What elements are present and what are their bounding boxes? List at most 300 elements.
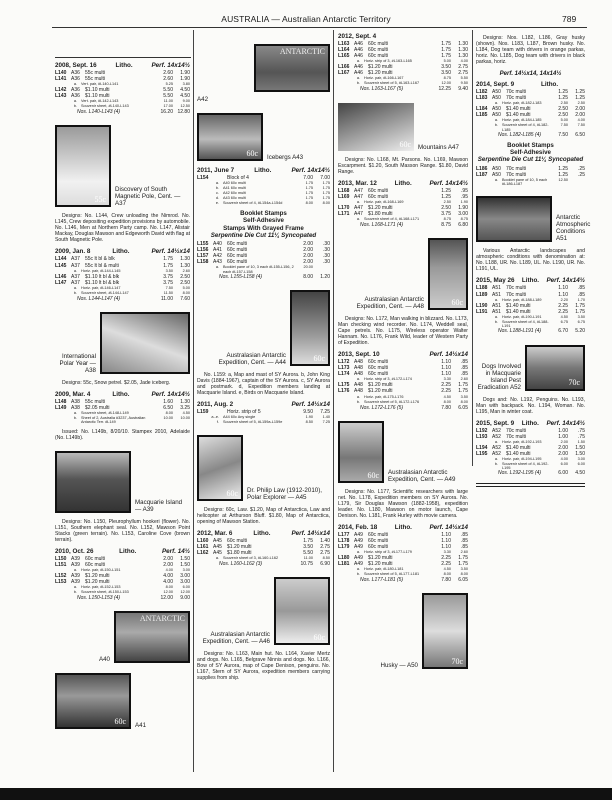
printing-method: Litho. xyxy=(115,62,133,69)
design-notes: Designs: No. L163, Main hut. No. L164, Xavier Mertz and dogs. No. L165, Belgrave Ninnis and dogs. No. L166, Bow of SY Aurora, map of Cape Denison, penguins. No. L167, Stern of SY Aurora, expedition members carrying supplies from ship. xyxy=(197,651,330,682)
design-number: A46 xyxy=(354,70,363,77)
printing-method: Litho. xyxy=(541,81,559,88)
design-number: A51 xyxy=(492,308,501,315)
issue-heading xyxy=(197,530,330,538)
used-value: .85 xyxy=(461,371,468,378)
description: 60c multi xyxy=(227,538,248,545)
design-number: A46 xyxy=(354,41,363,47)
variety-letter: a. xyxy=(73,411,77,416)
issue-listing xyxy=(197,241,330,280)
mint-value: 8.00 xyxy=(443,399,451,404)
variety-letter: b. xyxy=(494,319,498,324)
issue-heading xyxy=(55,391,190,399)
used-value: 1.75 xyxy=(575,302,585,309)
catalog-number: L155 xyxy=(197,240,209,247)
illustration-caption: Discovery of South Magnetic Pole, Cent. — A37 xyxy=(115,186,181,208)
description: Nos. L168-L171 (4) xyxy=(360,221,404,228)
issue-heading xyxy=(338,351,468,359)
stamp-illustration xyxy=(55,673,190,729)
mint-value: 2.00 xyxy=(303,259,313,266)
design-number: A36 xyxy=(71,70,80,76)
description: 60c multi xyxy=(368,543,389,550)
catalog-number: L161 xyxy=(197,544,209,551)
page-number: 789 xyxy=(562,14,577,24)
issue-date: 2012, Sept. 4 xyxy=(338,33,377,40)
catalog-number: L177 xyxy=(338,531,350,538)
mint-value: 4.00 xyxy=(165,567,173,572)
stamp-illustration xyxy=(476,196,591,243)
catalog-number: L141 xyxy=(55,76,67,83)
description: Nos. L172-L176 (5) xyxy=(360,404,404,411)
catalog-number: L169 xyxy=(338,193,350,200)
catalog-number: L179 xyxy=(338,543,350,550)
mint-value: 10.00 xyxy=(163,416,173,421)
catalog-number: L191 xyxy=(476,308,488,315)
stamp-denomination: 60c xyxy=(367,470,379,480)
design-number: A49 xyxy=(354,537,363,544)
illustration-caption: Macquarie Island — A39 xyxy=(135,498,183,513)
variety-letter: a. xyxy=(73,82,77,87)
design-notes: Various Antarctic landscapes and atmospheric conditions with denomination at: No. L188, UR. No. L189, UL. No. L190, UR. No. L191, UL. xyxy=(476,248,585,273)
catalog-number: L163 xyxy=(338,41,350,47)
used-value: 9.50 xyxy=(460,81,468,86)
mint-value: 5.50 xyxy=(163,93,173,100)
stamp-image xyxy=(55,125,111,207)
mint-value: 2.00 xyxy=(303,247,313,253)
catalog-number: L149 xyxy=(55,405,67,412)
mint-value: 17.00 xyxy=(163,104,173,109)
section-subheading: Booklet Stamps xyxy=(507,142,554,150)
design-number: A37 xyxy=(71,256,80,263)
variety-letter: b. xyxy=(494,123,498,128)
design-notes: Designs: No. L168, Mt. Parsons. No. L169, Mawson Escarpment. $1.20, South Masson Range. $1.80, David Range. xyxy=(338,156,468,175)
description: 70c multi xyxy=(506,427,527,434)
stamp-image xyxy=(254,44,330,92)
description: Nos. L140-L143 (4) xyxy=(77,109,121,116)
issue-heading xyxy=(476,81,585,89)
total-row xyxy=(476,470,585,476)
mint-value: 1.10 xyxy=(441,543,451,550)
description: $1.20 multi xyxy=(368,388,393,395)
sub-variety-row xyxy=(55,416,190,425)
issue-date: 2014, Feb. 18 xyxy=(338,523,378,531)
issue-heading xyxy=(476,420,585,428)
mint-value: 7.50 xyxy=(165,285,173,290)
used-value: .85 xyxy=(578,285,585,292)
issue-date: 2015, May 26 xyxy=(476,277,515,285)
used-value: 5.50 xyxy=(460,76,468,81)
description: Horiz. pair, #L188-L189 xyxy=(502,297,542,302)
description: $1.20 multi xyxy=(368,204,393,211)
design-number: A38 xyxy=(71,398,80,405)
used-value: 2.75 xyxy=(458,70,468,77)
mint-value: 6.00 xyxy=(560,461,568,466)
description: Horiz. strip of 5 xyxy=(227,408,261,415)
used-value: .75 xyxy=(578,427,585,434)
description: 70c multi xyxy=(506,291,527,298)
used-value: 8.00 xyxy=(182,290,190,295)
catalog-number: L188 xyxy=(476,285,488,292)
mint-value: 3.75 xyxy=(441,210,451,217)
used-value: 1.30 xyxy=(458,41,468,47)
mint-value: 2.00 xyxy=(303,240,313,247)
used-value: 4.50 xyxy=(182,411,190,416)
used-value: 1.25 xyxy=(575,89,585,95)
mint-value: 1.75 xyxy=(163,256,173,263)
mint-value: 1.75 xyxy=(305,196,313,201)
design-number: A36 xyxy=(71,93,80,100)
used-value xyxy=(568,178,585,187)
mint-value: 11.00 xyxy=(303,556,313,561)
mint-value: 6.75 xyxy=(560,319,568,324)
used-value: 1.75 xyxy=(322,191,330,196)
design-number: A52 xyxy=(492,444,501,451)
stamp-image xyxy=(100,312,190,374)
issue-date: 2013, Sept. 10 xyxy=(338,351,380,359)
used-value: .75 xyxy=(578,433,585,440)
printing-method: Litho. xyxy=(254,167,272,174)
variety-letter: a. xyxy=(215,556,219,561)
design-number: A46 xyxy=(354,53,363,60)
stamp-denomination: 60c xyxy=(399,140,411,150)
stamp-denomination: 60c xyxy=(451,297,463,307)
mint-value: 4.00 xyxy=(163,579,173,585)
catalog-number: L148 xyxy=(55,398,67,405)
stamp-denomination: 70c xyxy=(451,657,463,667)
catalog-number: L193 xyxy=(476,433,488,440)
description: $1.20 multi xyxy=(368,560,393,567)
design-notes: Issued: No. L149b, 8/20/10. Stampex 2010, Adelaide (No. L149b). xyxy=(55,428,190,441)
mint-value: 5.50 xyxy=(303,550,313,557)
printing-method: Litho. xyxy=(253,530,271,538)
column-3 xyxy=(338,31,468,675)
perforation: Perf. 14x14½ xyxy=(546,277,585,285)
mint-value: 1.25 xyxy=(441,187,451,194)
issue-date: 2011, Aug. 2 xyxy=(197,400,234,408)
description: A42 60c multi xyxy=(223,191,247,196)
illustration-caption: Husky — A50 xyxy=(380,662,418,670)
variety-letter: b. xyxy=(73,290,77,295)
mint-value: 8.00 xyxy=(165,411,173,416)
description: Souvenir sheet, #L148-L149 xyxy=(81,411,129,416)
variety-letter: a. xyxy=(73,268,77,273)
description: Horiz. pair, #L190-L191 xyxy=(502,314,542,319)
perforation: Perf. 14½x14 xyxy=(291,530,330,538)
stamp-illustration xyxy=(338,421,468,483)
used-value: .85 xyxy=(461,365,468,372)
catalog-number: L172 xyxy=(338,359,350,366)
description: $1.20 multi xyxy=(368,554,393,561)
mint-value: 16.20 xyxy=(160,109,173,116)
mint-value: 8.00 xyxy=(443,572,451,577)
mint-value: 12.00 xyxy=(441,81,451,86)
design-number: A39 xyxy=(71,555,80,562)
issue-heading xyxy=(197,401,330,409)
sub-variety-row xyxy=(476,178,585,187)
design-notes: Designs: 60c, Law. $1.20, Map of Antarctica, Law and helicopter at Arthurson Bluff. $1.80, Map of Antarctica, opening of Mawson Station. xyxy=(197,507,330,526)
variety-letter: a. xyxy=(356,59,360,64)
stamp-image xyxy=(197,113,263,161)
description: Horiz. strip of 3, #L177-L179 xyxy=(364,549,412,554)
mint-value: 2.00 xyxy=(558,450,568,457)
variety-letter: a. xyxy=(356,76,360,81)
stamp-image xyxy=(422,593,468,669)
issue-listing xyxy=(476,166,585,187)
description: 60c multi xyxy=(368,371,389,378)
mint-value: 8.75 xyxy=(443,216,451,221)
mint-value: 4.00 xyxy=(163,572,173,579)
catalog-number: L168 xyxy=(338,187,350,194)
description: 60c multi xyxy=(368,537,389,544)
description: 60c multi xyxy=(368,47,389,54)
printing-method: Litho. xyxy=(119,547,137,555)
mint-value: 3.50 xyxy=(303,544,313,551)
variety-letter: a. xyxy=(356,216,360,221)
used-value: 6.90 xyxy=(320,561,330,568)
variety-letter: b. xyxy=(73,104,77,109)
issue-heading xyxy=(55,62,190,70)
mint-value: 1.75 xyxy=(305,191,313,196)
design-number: A48 xyxy=(354,365,363,372)
illustration-caption: Australasian Antarctic Expedition, Cent. — A49 xyxy=(388,468,456,483)
catalog-number: L147 xyxy=(55,279,67,286)
variety-letter: a. xyxy=(356,199,360,204)
variety-letter: d. xyxy=(215,196,219,201)
mint-value: 11.50 xyxy=(163,290,173,295)
used-value: 6.05 xyxy=(458,577,468,584)
used-value: 1.40 xyxy=(320,538,330,545)
mint-value: 1.75 xyxy=(163,262,173,269)
stamp-illustration xyxy=(197,577,330,645)
stamp-illustration xyxy=(55,312,190,374)
design-number: A37 xyxy=(71,262,80,269)
catalog-number: L154 xyxy=(197,175,209,181)
used-value: .95 xyxy=(461,187,468,194)
used-value: 1.90 xyxy=(180,70,190,76)
total-row xyxy=(476,132,585,138)
mint-value: 2.25 xyxy=(441,388,451,395)
description: $1.40 multi xyxy=(506,302,531,309)
used-value: 8.75 xyxy=(460,216,468,221)
design-notes: Designs: No. L144, Crew unloading the Nimrod. No. L145, Crew depositing expedition provisions by automobile. No. L146, Men at Northern Party camp. No. L147, Alistair Mackay, Douglas Mawson and Edgeworth David with flag at South Magnetic Pole. xyxy=(55,213,190,244)
used-value: 3.50 xyxy=(460,567,468,572)
used-value: 8.50 xyxy=(322,556,330,561)
issue-listing xyxy=(338,524,468,584)
catalog-number: L185 xyxy=(476,112,488,119)
description: $1.40 multi xyxy=(506,106,531,113)
mint-value: 3.30 xyxy=(443,377,451,382)
catalog-number: L162 xyxy=(197,550,209,557)
perforation: Perf. 14½x14 xyxy=(291,400,330,408)
used-value: 1.50 xyxy=(577,439,585,444)
used-value: 12.80 xyxy=(177,109,190,116)
description: A43 60c multi xyxy=(223,196,247,201)
mint-value: 1.00 xyxy=(558,433,568,440)
description: Nos. L188-L191 (4) xyxy=(498,328,542,335)
used-value: 1.50 xyxy=(575,450,585,457)
description: A44 60c Any single xyxy=(223,415,256,420)
column-1 xyxy=(55,60,190,735)
mint-value: 2.60 xyxy=(163,70,173,76)
used-value: 2.60 xyxy=(182,268,190,273)
issue-heading xyxy=(197,167,330,175)
illustration-caption: Dogs Involved in Macquarie Island Pest Eradication A52 xyxy=(477,362,521,391)
design-number: A47 xyxy=(354,187,363,194)
used-value: 4.00 xyxy=(577,118,585,123)
description: 55c multi xyxy=(85,398,106,405)
stamp-image xyxy=(274,577,330,645)
issue-date: 2014, Sept. 9 xyxy=(476,81,515,88)
issue-date: 2009, Mar. 4 xyxy=(55,390,91,398)
mint-value: 20.00 xyxy=(303,265,313,270)
design-number: A51 xyxy=(492,302,501,309)
used-value: .25 xyxy=(578,171,585,178)
stamp-denomination: 55c xyxy=(94,195,106,205)
used-value: .85 xyxy=(461,537,468,544)
column-divider xyxy=(333,30,334,772)
used-value: 6.00 xyxy=(577,461,585,466)
mint-value: 11.00 xyxy=(163,99,173,104)
description: $1.40 multi xyxy=(506,112,531,119)
description: $2.05 multi xyxy=(85,405,110,412)
variety-letter: c. xyxy=(216,191,219,196)
used-value: .25 xyxy=(578,165,585,172)
used-value: 1.25 xyxy=(575,95,585,102)
variety-letter: a. xyxy=(356,377,360,382)
printing-method: Litho. xyxy=(112,248,130,256)
stamp-image xyxy=(525,345,585,391)
mint-value: 8.00 xyxy=(303,273,313,280)
description: Souvenir sheet of 4, #L168-L171 xyxy=(364,216,420,221)
used-value: 1.30 xyxy=(458,47,468,54)
description: 70c multi xyxy=(506,89,527,95)
used-value: 1.75 xyxy=(458,554,468,561)
mint-value: 1.00 xyxy=(558,427,568,434)
mint-value: 2.50 xyxy=(443,199,451,204)
illustration-caption: Dr. Philip Law (1912-2010), Polar Explorer — A45 xyxy=(247,487,322,502)
used-value: 7.00 xyxy=(320,175,330,181)
stamp-denomination: 70c xyxy=(568,378,580,388)
header-rule xyxy=(52,27,587,28)
description: A41 60c multi xyxy=(223,186,247,191)
description: Nos. L192-L195 (4) xyxy=(498,470,542,477)
issue-listing xyxy=(55,62,190,115)
illustration-caption: Icebergs A43 xyxy=(267,154,304,161)
mint-value: 11.00 xyxy=(160,295,173,302)
issue-listing xyxy=(338,33,468,93)
description: 60c multi xyxy=(227,253,248,260)
design-number: A47 xyxy=(354,210,363,217)
design-number: A37 xyxy=(71,273,80,280)
catalog-number: L178 xyxy=(338,537,350,544)
used-value: 1.75 xyxy=(322,186,330,191)
used-value: 2.50 xyxy=(180,279,190,286)
description: $1.20 multi xyxy=(85,572,110,579)
variety-letter: a. xyxy=(356,394,360,399)
design-number: A38 xyxy=(71,405,80,412)
mint-value: 7.50 xyxy=(560,123,568,128)
used-value: 2.75 xyxy=(320,550,330,557)
description: Horiz. strip of 3, #L172-L174 xyxy=(364,377,412,382)
mint-value: 1.75 xyxy=(441,47,451,54)
section-subheading: Serpentine Die Cut 11¼ Syncopated xyxy=(477,156,584,164)
column-top-rule xyxy=(55,57,191,58)
used-value: .85 xyxy=(461,359,468,366)
illustration-caption: A40 xyxy=(98,656,110,664)
used-value: 1.75 xyxy=(322,181,330,186)
design-number: A48 xyxy=(354,359,363,366)
used-value: .30 xyxy=(323,240,330,247)
sub-variety-row xyxy=(476,320,585,329)
description: Horiz. pair, #L182-L183 xyxy=(502,101,542,106)
used-value: 6.00 xyxy=(182,585,190,590)
catalog-number: L189 xyxy=(476,291,488,298)
total-row xyxy=(338,405,468,411)
variety-letter: a. xyxy=(215,181,219,186)
variety-letter: f. xyxy=(216,420,219,425)
description: $1.10 lt bl & blk xyxy=(85,279,120,286)
catalog-number: L192 xyxy=(476,427,488,434)
stamp-illustration xyxy=(338,238,468,310)
sub-variety-row xyxy=(197,420,330,425)
issue-listing xyxy=(476,420,585,477)
description: Nos. L163-L167 (5) xyxy=(360,86,404,93)
mint-value: 1.10 xyxy=(441,365,451,372)
used-value: .30 xyxy=(323,253,330,260)
sub-variety-row xyxy=(476,462,585,471)
variety-letter: a. xyxy=(73,285,77,290)
illustration-caption: A42 xyxy=(197,96,209,103)
design-notes: Designs: No. L150, Pleurophyllum hookeri (flower). No. L151, Southern elephant seal. No. L152, Mawson Point Stacks (green terrain). No. L153, Caroline Cove (brown terrain). xyxy=(55,518,190,543)
used-value: 1.75 xyxy=(458,382,468,389)
section-subheading: Stamps With Grayed Frame xyxy=(223,224,304,232)
perforation: Perf. 14x14½ xyxy=(546,419,585,427)
catalog-number: L167 xyxy=(338,70,350,77)
description: Horiz. pair, #L192-L193 xyxy=(502,439,542,444)
catalog-number: L194 xyxy=(476,444,488,451)
used-value: 8.00 xyxy=(460,572,468,577)
description: $1.10 multi xyxy=(85,87,110,94)
description: 60c multi xyxy=(368,193,389,200)
perforation: Perf. 14x14½ xyxy=(291,167,330,174)
description: Souvenir sheet of 4, #L182-L185 xyxy=(502,123,549,132)
design-number: A46 xyxy=(354,47,363,54)
used-value: 1.30 xyxy=(180,256,190,263)
description: 55c lt bl & blk xyxy=(85,256,115,263)
used-value: 6.80 xyxy=(458,221,468,228)
variety-letter: e. xyxy=(215,201,219,206)
description: Souvenir sheet of 5, #L172-L176 xyxy=(364,399,420,404)
description: 70c multi xyxy=(506,165,527,172)
description: Nos. L177-L181 (5) xyxy=(360,577,404,584)
issue-date: 2015, Sept. 9 xyxy=(476,419,515,427)
description: Horiz. strip of 3, #L163-L165 xyxy=(364,59,412,64)
design-notes: Designs: 55c, Snow petrel. $2.05, Jade iceberg. xyxy=(62,379,171,386)
stamp-illustration xyxy=(55,451,190,513)
column-divider xyxy=(193,30,194,772)
design-number: A39 xyxy=(71,572,80,579)
description: Vert. pair, #L142-L143 xyxy=(81,99,119,104)
variety-letter: b. xyxy=(73,590,77,595)
stamp-denomination: 60c xyxy=(226,488,238,498)
issue-listing xyxy=(476,277,585,334)
mint-value: 5.50 xyxy=(163,87,173,94)
description: 60c multi xyxy=(368,531,389,538)
catalog-number: L180 xyxy=(338,554,350,561)
catalog-number: L174 xyxy=(338,371,350,378)
variety-letter: b. xyxy=(356,399,360,404)
design-number: A49 xyxy=(354,531,363,538)
